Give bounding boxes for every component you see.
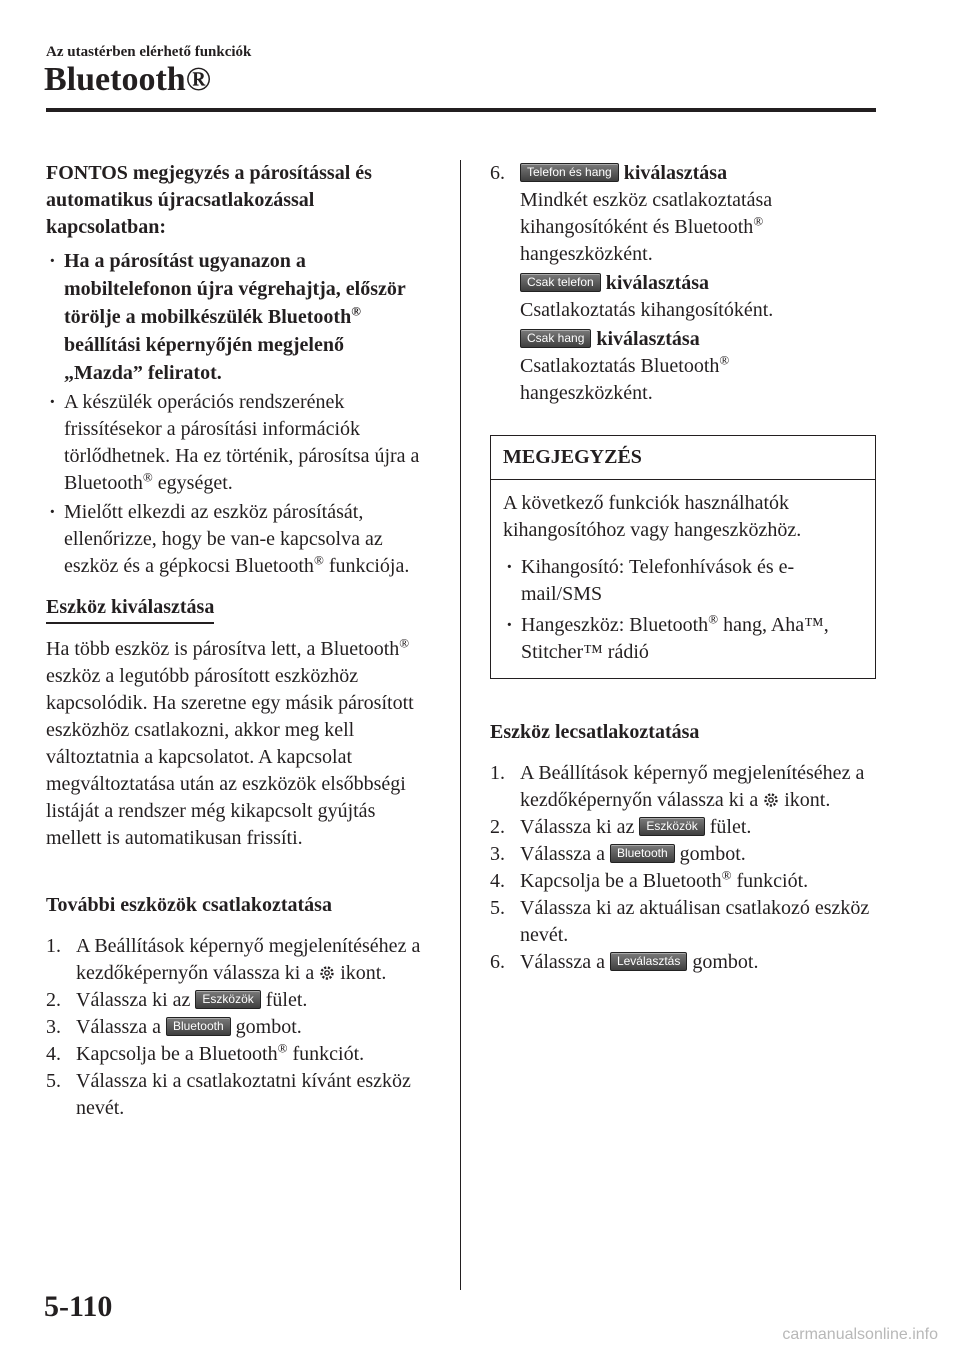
note-title: MEGJEGYZÉS: [491, 436, 875, 480]
section-label: Az utastérben elérhető funkciók: [46, 44, 252, 60]
bullet-check-bluetooth: · Mielőtt elkezdi az eszköz párosítását, ellenőrizze, hogy be van-e kapcsolva az eszköz és a gépkocsi Bluetooth® funkciója.: [46, 499, 426, 580]
dstep-3: 3. Válassza a Bluetooth gombot.: [490, 843, 746, 865]
settings-gear-icon: [319, 965, 335, 981]
connect-steps: [46, 933, 426, 1122]
note-bullet-audio: · Hangeszköz: Bluetooth® hang, Aha™, Stitcher™ rádió: [503, 612, 863, 666]
right-column: [490, 160, 876, 976]
step-6-desc: Mindkét eszköz csatlakoztatása kihangosítóként és Bluetooth®: [520, 189, 773, 238]
bullet-repair: · Ha a párosítást ugyanazon a mobiltelefonon újra végrehajtja, először törölje a mobilkészülék Bluetooth® beállítási képernyőjén megjelenő „Mazda” feliratot.: [46, 247, 426, 387]
note-bullet-handsfree: · Kihangosító: Telefonhívások és e-mail/SMS: [503, 554, 863, 608]
disconnect-heading: Eszköz lecsatlakoztatása: [490, 721, 700, 743]
phone-only-button[interactable]: Csak telefon: [520, 273, 601, 292]
step-3: 3. Válassza a Bluetooth gombot.: [46, 1016, 302, 1038]
audio-only-button[interactable]: Csak hang: [520, 329, 591, 348]
step-4: 4. Kapcsolja be a Bluetooth® funkciót.: [46, 1040, 365, 1065]
phone-only-option: Csak telefon kiválasztása: [520, 270, 876, 297]
audio-only-option: Csak hang kiválasztása: [520, 326, 876, 353]
settings-gear-icon: [763, 792, 779, 808]
step-6-block: [490, 160, 876, 407]
dstep-6: 6. Válassza a Leválasztás gombot.: [490, 951, 759, 973]
note-box: [490, 435, 876, 679]
device-select-paragraph: Ha több eszköz is párosítva lett, a Bluetooth® eszköz a legutóbb párosított eszközhöz kapcsolódik. Ha szeretne egy másik párosított eszközhöz csatlakozni, akkor meg kell változtatnia a kapcsolatot. A kapcsolat megváltoztatása után az eszközök elsőbbségi listáját a rendszer még kikapcsolt gyújtás mellett is automatikusan frissíti.: [46, 635, 414, 849]
column-divider: [460, 160, 461, 1290]
note-intro: A következő funkciók használhatók kihangosítóhoz vagy hangeszközhöz.: [503, 492, 802, 541]
audio-only-desc-end: hangeszközként.: [520, 382, 653, 404]
bluetooth-button[interactable]: Bluetooth: [610, 844, 675, 863]
devices-tab-button[interactable]: Eszközök: [639, 817, 704, 836]
step-6: 6. Telefon és hang kiválasztása Mindkét eszköz csatlakoztatása kihangosítóként és Bluetooth® hangeszközként. Csak telefon kiválasztása Csatlakoztatás kihangosítóként. Csak hang kiválasztása Csatlakoztatás Bluetooth® hangeszközként.: [490, 160, 876, 407]
step-6-desc-end: hangeszközként.: [520, 243, 653, 265]
dstep-1: 1. A Beállítások képernyő megjelenítéséhez a kezdőképernyőn válassza ki a ikont.: [490, 762, 865, 811]
devices-tab-button[interactable]: Eszközök: [195, 990, 260, 1009]
device-select-heading: Eszköz kiválasztása: [46, 594, 426, 624]
step-5: 5. Válassza ki a csatlakoztatni kívánt eszköz nevét.: [46, 1070, 411, 1119]
bullet-os-update: · A készülék operációs rendszerének frissítésekor a párosítási információk törlődhetnek. Ha ez történik, párosítsa újra a Bluetooth® egységet.: [46, 389, 426, 497]
left-column: [46, 160, 426, 1122]
bluetooth-button[interactable]: Bluetooth: [166, 1017, 231, 1036]
important-heading: FONTOS megjegyzés a párosítással és automatikus újracsatlakozással kapcsolatban:: [46, 162, 372, 238]
dstep-2: 2. Válassza ki az Eszközök fület.: [490, 816, 752, 838]
note-body: [491, 480, 875, 678]
header-rule: [46, 108, 876, 112]
more-devices-heading: További eszközök csatlakoztatása: [46, 894, 332, 916]
phone-and-audio-button[interactable]: Telefon és hang: [520, 163, 619, 182]
step-1: 1. A Beállítások képernyő megjelenítéséhez a kezdőképernyőn válassza ki a ikont.: [46, 935, 421, 984]
page-number: 5-110: [44, 1290, 113, 1323]
disconnect-button[interactable]: Leválasztás: [610, 952, 687, 971]
dstep-4: 4. Kapcsolja be a Bluetooth® funkciót.: [490, 867, 809, 892]
disconnect-steps: [490, 760, 876, 976]
dstep-5: 5. Válassza ki az aktuálisan csatlakozó eszköz nevét.: [490, 897, 870, 946]
step-2: 2. Válassza ki az Eszközök fület.: [46, 989, 308, 1011]
phone-only-desc: Csatlakoztatás kihangosítóként.: [520, 299, 774, 321]
watermark: carmanualsonline.info: [782, 1326, 938, 1343]
audio-only-desc: Csatlakoztatás Bluetooth®: [520, 352, 730, 377]
page-title: Bluetooth®: [44, 61, 212, 98]
